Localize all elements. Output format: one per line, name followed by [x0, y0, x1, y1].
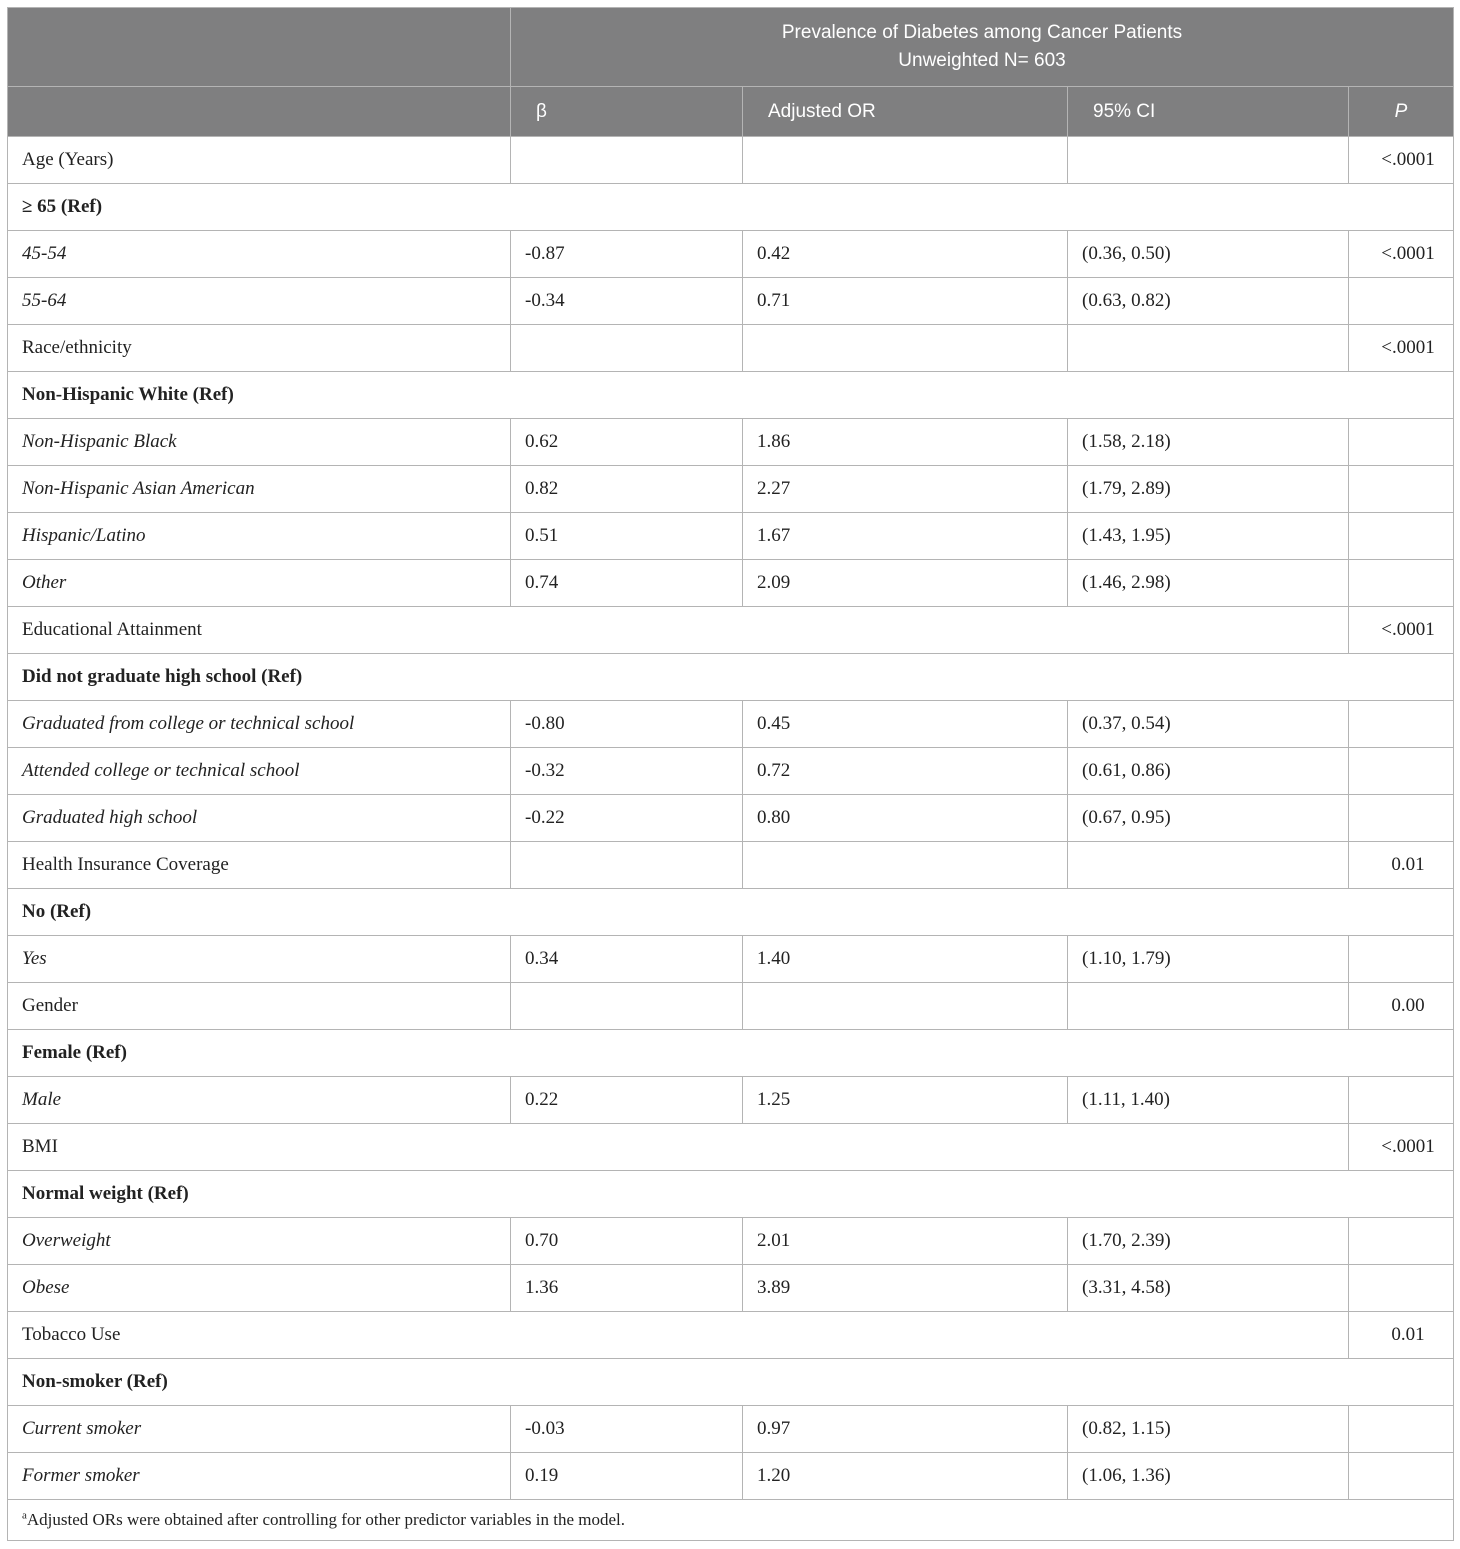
ci-cell	[1068, 983, 1349, 1030]
level-label: Male	[8, 1077, 511, 1124]
table-body	[8, 137, 1454, 1500]
beta-cell: -0.22	[511, 795, 743, 842]
level-label: Non-Hispanic Asian American	[8, 466, 511, 513]
beta-cell: -0.34	[511, 278, 743, 325]
variable-row	[8, 325, 1454, 372]
p-value-cell	[1349, 419, 1454, 466]
beta-cell: -0.03	[511, 1406, 743, 1453]
ci-cell: (0.61, 0.86)	[1068, 748, 1349, 795]
header-blank-cell-2	[8, 87, 511, 137]
reference-label: Non-smoker (Ref)	[8, 1359, 1454, 1406]
adjusted-or-cell	[743, 842, 1068, 889]
level-label: 55-64	[8, 278, 511, 325]
level-label: Other	[8, 560, 511, 607]
ci-cell	[1068, 137, 1349, 184]
ci-cell: (1.10, 1.79)	[1068, 936, 1349, 983]
reference-label: ≥ 65 (Ref)	[8, 184, 1454, 231]
table-row	[8, 795, 1454, 842]
reference-label: No (Ref)	[8, 889, 1454, 936]
adjusted-or-cell: 0.72	[743, 748, 1068, 795]
ci-cell	[1068, 842, 1349, 889]
adjusted-or-cell: 0.45	[743, 701, 1068, 748]
p-value-cell	[1349, 748, 1454, 795]
variable-row	[8, 137, 1454, 184]
variable-row	[8, 983, 1454, 1030]
p-value-cell	[1349, 1218, 1454, 1265]
beta-cell: -0.32	[511, 748, 743, 795]
variable-row	[8, 842, 1454, 889]
adjusted-or-cell: 2.01	[743, 1218, 1068, 1265]
p-value-cell: 0.00	[1349, 983, 1454, 1030]
p-value-cell	[1349, 466, 1454, 513]
level-label: Graduated from college or technical school	[8, 701, 511, 748]
ci-cell: (0.36, 0.50)	[1068, 231, 1349, 278]
adjusted-or-cell: 1.25	[743, 1077, 1068, 1124]
ci-cell: (0.63, 0.82)	[1068, 278, 1349, 325]
beta-cell: 0.62	[511, 419, 743, 466]
adjusted-or-cell: 1.40	[743, 936, 1068, 983]
reference-row	[8, 1030, 1454, 1077]
adjusted-or-cell: 0.42	[743, 231, 1068, 278]
reference-row	[8, 184, 1454, 231]
beta-cell: 1.36	[511, 1265, 743, 1312]
beta-cell	[511, 983, 743, 1030]
column-header-beta: β	[511, 87, 743, 137]
table-row	[8, 513, 1454, 560]
table-title-line2: Unweighted N= 603	[898, 50, 1066, 71]
reference-row	[8, 1359, 1454, 1406]
table-row	[8, 1453, 1454, 1500]
p-value-cell	[1349, 936, 1454, 983]
beta-cell	[511, 842, 743, 889]
beta-cell: 0.19	[511, 1453, 743, 1500]
variable-row	[8, 1124, 1454, 1171]
variable-label: BMI	[8, 1124, 1349, 1171]
p-value-cell: 0.01	[1349, 1312, 1454, 1359]
ci-cell: (0.67, 0.95)	[1068, 795, 1349, 842]
beta-cell	[511, 325, 743, 372]
reference-label: Did not graduate high school (Ref)	[8, 654, 1454, 701]
table-row	[8, 1406, 1454, 1453]
p-value-cell	[1349, 1265, 1454, 1312]
table-header	[8, 8, 1454, 137]
table-row	[8, 701, 1454, 748]
adjusted-or-cell: 1.20	[743, 1453, 1068, 1500]
adjusted-or-cell: 0.71	[743, 278, 1068, 325]
variable-label: Educational Attainment	[8, 607, 1349, 654]
beta-cell: -0.87	[511, 231, 743, 278]
column-header-95-ci: 95% CI	[1068, 87, 1349, 137]
table-row	[8, 936, 1454, 983]
ci-cell: (1.46, 2.98)	[1068, 560, 1349, 607]
footnote	[8, 1500, 1454, 1541]
footnote-marker: a	[22, 1509, 27, 1522]
beta-cell: 0.74	[511, 560, 743, 607]
adjusted-or-cell: 0.97	[743, 1406, 1068, 1453]
regression-table	[7, 7, 1454, 1541]
footnote-text: Adjusted ORs were obtained after controlling for other predictor variables in the model.	[26, 1510, 626, 1529]
table-title-line1: Prevalence of Diabetes among Cancer Patients	[781, 22, 1183, 43]
p-value-cell: <.0001	[1349, 325, 1454, 372]
table-row	[8, 1077, 1454, 1124]
reference-row	[8, 654, 1454, 701]
reference-label: Non-Hispanic White (Ref)	[8, 372, 1454, 419]
level-label: Obese	[8, 1265, 511, 1312]
ci-cell: (1.58, 2.18)	[1068, 419, 1349, 466]
ci-cell: (1.79, 2.89)	[1068, 466, 1349, 513]
p-value-cell	[1349, 795, 1454, 842]
p-value-cell	[1349, 1406, 1454, 1453]
level-label: Yes	[8, 936, 511, 983]
reference-label: Normal weight (Ref)	[8, 1171, 1454, 1218]
column-header-p: P	[1349, 87, 1454, 137]
adjusted-or-cell	[743, 325, 1068, 372]
level-label: Graduated high school	[8, 795, 511, 842]
adjusted-or-cell	[743, 983, 1068, 1030]
p-value-cell	[1349, 1453, 1454, 1500]
reference-row	[8, 372, 1454, 419]
level-label: 45-54	[8, 231, 511, 278]
variable-row	[8, 1312, 1454, 1359]
table-row	[8, 466, 1454, 513]
ci-cell	[1068, 325, 1349, 372]
variable-label: Tobacco Use	[8, 1312, 1349, 1359]
table-row	[8, 278, 1454, 325]
column-header-adjusted-or: Adjusted OR	[743, 87, 1068, 137]
footnote-row	[8, 1500, 1454, 1541]
table-row	[8, 1218, 1454, 1265]
adjusted-or-cell: 0.80	[743, 795, 1068, 842]
ci-cell: (1.43, 1.95)	[1068, 513, 1349, 560]
ci-cell: (0.82, 1.15)	[1068, 1406, 1349, 1453]
level-label: Non-Hispanic Black	[8, 419, 511, 466]
table-row	[8, 419, 1454, 466]
level-label: Attended college or technical school	[8, 748, 511, 795]
variable-label: Gender	[8, 983, 511, 1030]
p-value-cell: 0.01	[1349, 842, 1454, 889]
ci-cell: (3.31, 4.58)	[1068, 1265, 1349, 1312]
reference-row	[8, 889, 1454, 936]
adjusted-or-cell: 2.09	[743, 560, 1068, 607]
table-title	[511, 8, 1454, 87]
variable-label: Health Insurance Coverage	[8, 842, 511, 889]
level-label: Former smoker	[8, 1453, 511, 1500]
p-value-cell: <.0001	[1349, 1124, 1454, 1171]
ci-cell: (1.11, 1.40)	[1068, 1077, 1349, 1124]
adjusted-or-cell: 1.67	[743, 513, 1068, 560]
table-row	[8, 1265, 1454, 1312]
header-blank-cell	[8, 8, 511, 87]
reference-label: Female (Ref)	[8, 1030, 1454, 1077]
p-value-cell: <.0001	[1349, 607, 1454, 654]
table-row	[8, 231, 1454, 278]
adjusted-or-cell: 3.89	[743, 1265, 1068, 1312]
reference-row	[8, 1171, 1454, 1218]
beta-cell	[511, 137, 743, 184]
level-label: Hispanic/Latino	[8, 513, 511, 560]
adjusted-or-cell: 1.86	[743, 419, 1068, 466]
beta-cell: -0.80	[511, 701, 743, 748]
ci-cell: (1.06, 1.36)	[1068, 1453, 1349, 1500]
p-value-cell: <.0001	[1349, 137, 1454, 184]
p-value-cell	[1349, 513, 1454, 560]
p-value-cell: <.0001	[1349, 231, 1454, 278]
beta-cell: 0.34	[511, 936, 743, 983]
variable-label: Age (Years)	[8, 137, 511, 184]
ci-cell: (1.70, 2.39)	[1068, 1218, 1349, 1265]
variable-row	[8, 607, 1454, 654]
ci-cell: (0.37, 0.54)	[1068, 701, 1349, 748]
adjusted-or-cell: 2.27	[743, 466, 1068, 513]
adjusted-or-cell	[743, 137, 1068, 184]
beta-cell: 0.22	[511, 1077, 743, 1124]
level-label: Current smoker	[8, 1406, 511, 1453]
p-value-cell	[1349, 1077, 1454, 1124]
table-row	[8, 748, 1454, 795]
beta-cell: 0.51	[511, 513, 743, 560]
beta-cell: 0.82	[511, 466, 743, 513]
table-row	[8, 560, 1454, 607]
p-value-cell	[1349, 701, 1454, 748]
level-label: Overweight	[8, 1218, 511, 1265]
p-value-cell	[1349, 560, 1454, 607]
p-value-cell	[1349, 278, 1454, 325]
beta-cell: 0.70	[511, 1218, 743, 1265]
variable-label: Race/ethnicity	[8, 325, 511, 372]
